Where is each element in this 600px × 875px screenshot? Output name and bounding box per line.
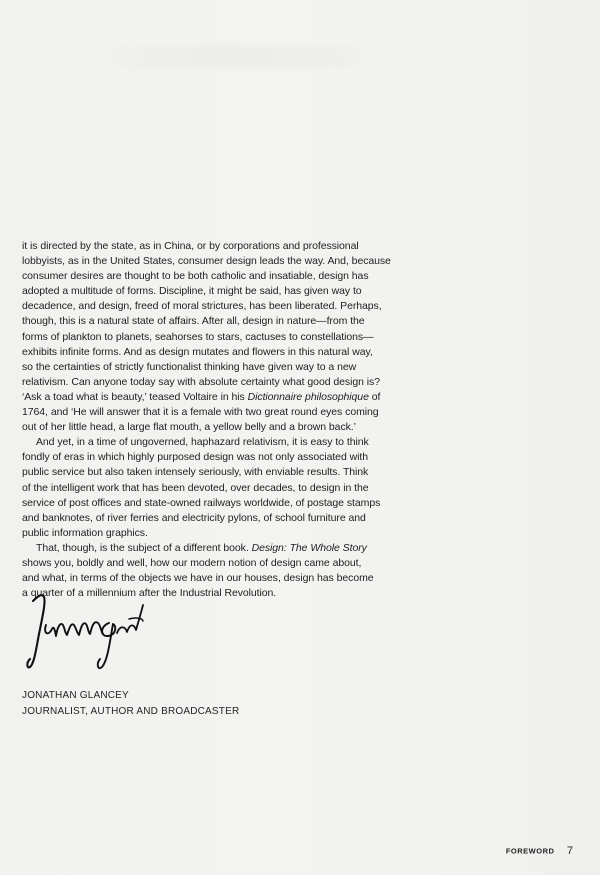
author-role: JOURNALIST, AUTHOR AND BROADCASTER [22,706,240,717]
paragraph-2-line-4: of the intelligent work that has been devoted, over decades, to design in the [22,481,369,494]
book-title: Design: The Whole Story [251,541,367,554]
paragraph-3-line-1-start: That, though, is the subject of a different book. [36,541,252,554]
paragraph-3-line-3: and what, in terms of the objects we have in our houses, design has become [22,572,374,585]
paragraph-2-line-6: and banknotes, of river ferries and electricity pylons, of school furniture and [22,511,366,524]
paragraph-3-line-2: shows you, boldly and well, how our modern notion of design came about, [22,556,362,569]
foreword-paragraph-1 [22,239,398,435]
paragraph-1-line-1: it is directed by the state, as in China, or by corporations and professional [22,240,359,252]
section-label: FOREWORD [505,846,555,856]
page-number: 7 [566,844,573,857]
paragraph-1-line-11-end: of [368,390,381,403]
paragraph-2-line-1: And yet, in a time of ungoverned, haphazard relativism, it is easy to think [36,436,369,449]
paragraph-2-line-3: public service but also taken intensely seriously, with enviable results. Think [22,466,369,479]
paragraph-2-line-7: public information graphics. [22,526,148,539]
paragraph-3-line-4: a quarter of a millennium after the Industrial Revolution. [22,587,277,600]
handwritten-signature [26,587,144,672]
paragraph-1-line-7: forms of plankton to planets, seahorses to stars, cactuses to constellations— [22,330,374,343]
paragraph-1-line-9: so the certainties of strictly functionalist thinking have given way to a new [22,360,357,373]
foreword-body [22,239,398,601]
paragraph-1-line-2: lobbyists, as in the United States, consumer design leads the way. And, because [22,255,391,268]
faint-bleed-through-title [110,46,360,68]
paragraph-2-line-5: service of post offices and state-owned railways worldwide, of postage stamps [22,496,381,509]
paragraph-1-line-12: 1764, and ‘He will answer that it is a female with two great round eyes coming [22,406,379,419]
author-block [22,688,239,720]
paragraph-1-line-11-start: ‘Ask a toad what is beauty,’ teased Voltaire in his [22,390,248,403]
paragraph-1-line-13: out of her little head, a large flat mouth, a yellow belly and a brown back.’ [22,421,356,434]
page-footer [506,842,573,860]
paragraph-2-line-2: fondly of eras in which highly purposed design was not only associated with [22,451,368,464]
paragraph-1-line-8: exhibits infinite forms. And as design mutates and flowers in this natural way, [22,345,373,358]
author-name: JONATHAN GLANCEY [22,690,129,701]
dictionnaire-title: Dictionnaire philosophique [247,390,369,403]
paragraph-1-line-10: relativism. Can anyone today say with absolute certainty what good design is? [22,375,380,388]
paragraph-1-line-4: adopted a multitude of forms. Discipline, it might be said, has given way to [22,285,362,298]
paragraph-1-line-5: decadence, and design, freed of moral strictures, has been liberated. Perhaps, [22,300,382,313]
paragraph-1-line-3: consumer desires are thought to be both catholic and insatiable, design has [22,270,369,283]
paragraph-1-line-6: though, this is a natural state of affairs. After all, design in nature—from the [22,315,365,328]
foreword-paragraph-2 [22,435,398,541]
